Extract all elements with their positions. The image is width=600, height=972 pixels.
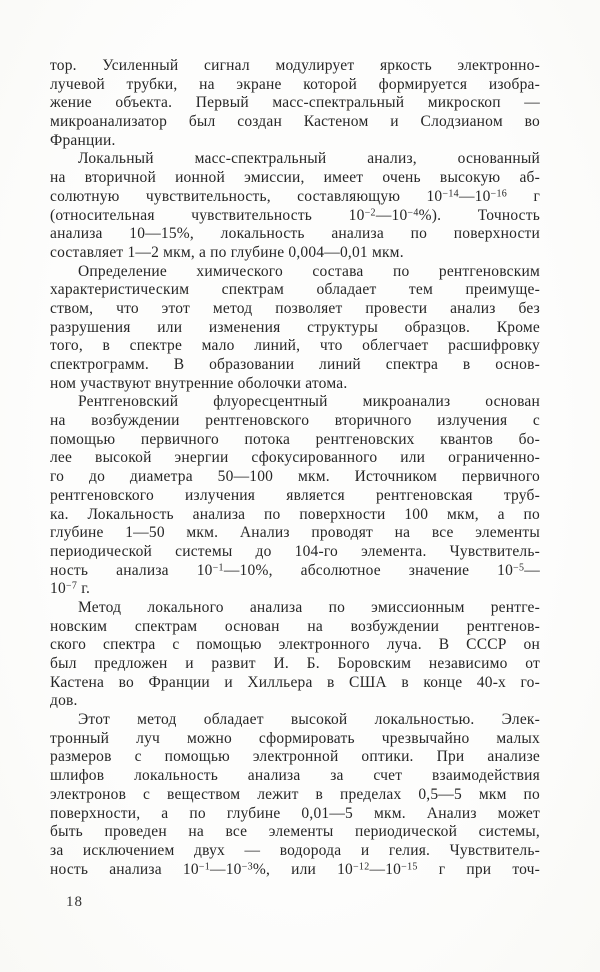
text-line: лучевой трубки, на экране которой формируется изобра- bbox=[50, 75, 540, 93]
paragraph bbox=[50, 57, 540, 150]
text-line: за исключением двух — водорода и гелия. Чувствитель- bbox=[50, 841, 540, 859]
text-line: (относительная чувствительность $10^{-2}—10^{-4}\%$). Точность bbox=[50, 206, 540, 224]
paragraph bbox=[50, 263, 540, 394]
text-line: Метод локального анализа по эмиссионным рентге- bbox=[78, 598, 540, 616]
superscript: −5 bbox=[513, 562, 525, 574]
text-line: дов. bbox=[50, 692, 78, 710]
text-line: микроанализатор был создан Кастеном и Слодзианом во bbox=[50, 113, 540, 131]
page-text bbox=[50, 57, 540, 879]
text-line: ном участвуют внутренние оболочки атома. bbox=[50, 374, 348, 392]
superscript: −16 bbox=[490, 188, 508, 200]
text-line: Определение химического состава по рентгеновским bbox=[78, 262, 540, 280]
text-line: быть проведен на все элементы периодической системы, bbox=[50, 823, 540, 841]
text-line: ка. Локальность анализа по поверхности 100 мкм, а по bbox=[50, 505, 540, 523]
text-line: Франции. bbox=[50, 131, 116, 149]
text-line: периодической системы до 104-го элемента. Чувствитель- bbox=[50, 542, 540, 560]
text-line: того, в спектре мало линий, что облегчает расшифровку bbox=[50, 337, 540, 355]
text-line: был предложен и развит И. Б. Боровским независимо от bbox=[50, 655, 540, 672]
text-line: Кастена во Франции и Хилльера в США в конце 40-х го- bbox=[50, 673, 540, 691]
superscript: −3 bbox=[241, 861, 253, 873]
superscript: −2 bbox=[364, 207, 376, 218]
text-line: Локальный масс-спектральный анализ, основанный bbox=[78, 150, 540, 168]
text-line: $10^{-7}$ г. bbox=[50, 580, 91, 598]
text-line: го до диаметра 50—100 мкм. Источником первичного bbox=[50, 468, 540, 486]
superscript: −15 bbox=[401, 861, 418, 873]
superscript: −1 bbox=[212, 562, 224, 574]
superscript: −4 bbox=[407, 207, 419, 218]
superscript: −7 bbox=[65, 580, 78, 592]
text-line: на возбуждении рентгеновского вторичного излучения с bbox=[50, 412, 540, 430]
text-line: новским спектрам основан на возбуждении рентгенов- bbox=[50, 617, 540, 635]
text-line: ского спектра с помощью электронного луча. В СССР он bbox=[50, 636, 540, 654]
paragraph bbox=[50, 150, 540, 262]
text-line: электронов с веществом лежит в пределах 0,5—5 мкм по bbox=[50, 785, 540, 803]
text-line: ность анализа $10^{-1}—10^{-3}\%$, или $10^{-12}—10^{-15}$ г при точ- bbox=[50, 860, 540, 878]
text-line: разрушения или изменения структуры образцов. Кроме bbox=[50, 318, 540, 336]
text-line: на вторичной ионной эмиссии, имеет очень высокую аб- bbox=[50, 169, 540, 187]
superscript: −14 bbox=[442, 188, 459, 200]
text-line: Этот метод обладает высокой локальностью. Элек- bbox=[78, 711, 540, 729]
text-line: рентгеновского излучения является рентгеновская труб- bbox=[50, 486, 540, 504]
text-line: глубине 1—50 мкм. Анализ проводят на все элементы bbox=[50, 524, 540, 542]
text-line: спектрограмм. В образовании линий спектра в основ- bbox=[50, 356, 540, 373]
text-line: помощью первичного потока рентгеновских квантов бо- bbox=[50, 430, 540, 448]
text-line: тор. Усиленный сигнал модулирует яркость электронно- bbox=[50, 57, 540, 74]
text-line: характеристическим спектрам обладает тем преимуще- bbox=[50, 281, 540, 299]
text-line: тронный луч можно сформировать чрезвычайно малых bbox=[50, 729, 540, 747]
text-line: размеров с помощью электронной оптики. При анализе bbox=[50, 748, 540, 766]
text-line: ность анализа $10^{-1}—10\%$, абсолютное значение $10^{-5}—$ bbox=[50, 561, 540, 579]
text-line: шлифов локальность анализа за счет взаимодействия bbox=[50, 767, 540, 785]
superscript: −12 bbox=[352, 861, 370, 873]
paragraph bbox=[50, 393, 540, 599]
text-line: жение объекта. Первый масс-спектральный микроскоп — bbox=[50, 94, 540, 112]
page-number: 18 bbox=[66, 894, 83, 910]
text-line: солютную чувствительность, составляющую $10^{-14}—10^{-16}$ г bbox=[50, 187, 541, 205]
text-line: лее высокой энергии сфокусированного или ограниченно- bbox=[50, 449, 540, 467]
text-line: Рентгеновский флуоресцентный микроанализ основан bbox=[78, 393, 540, 411]
superscript: −1 bbox=[198, 861, 211, 873]
text-line: анализа 10—15%, локальность анализа по поверхности bbox=[50, 225, 540, 243]
text-line: поверхности, а по глубине 0,01—5 мкм. Анализ может bbox=[50, 804, 540, 822]
text-line: ством, что этот метод позволяет провести анализ без bbox=[50, 299, 540, 317]
text-line: составляет 1—2 мкм, а по глубине 0,004—0,01 мкм. bbox=[50, 243, 404, 261]
paragraph bbox=[50, 599, 540, 711]
paragraph bbox=[50, 711, 540, 879]
